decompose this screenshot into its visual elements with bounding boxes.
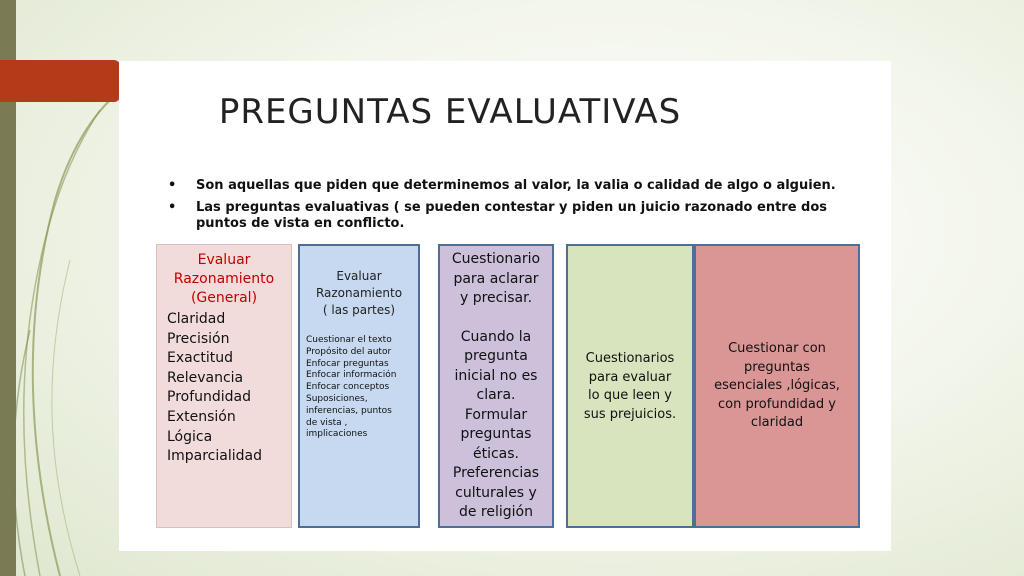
text-line: preguntas — [744, 359, 810, 375]
heading-line: Evaluar — [197, 252, 251, 268]
bullet-text: Son aquellas que piden que determinemos al valor, la valia o calidad de algo o alguien. — [196, 178, 836, 193]
list-item: Propósito del autor — [306, 346, 392, 357]
list-item: Lógica — [167, 428, 213, 445]
list-item: Enfocar conceptos — [306, 382, 390, 393]
text-line: y precisar. — [459, 290, 533, 306]
heading-line: Evaluar — [336, 269, 382, 283]
text-line: Cuando la — [460, 328, 532, 345]
text-line: Preferencias — [452, 465, 540, 481]
column-heading — [163, 251, 285, 308]
text-line: lo que leen y — [588, 388, 672, 403]
list-item: Cuestionar el texto — [306, 335, 392, 345]
list-item: Suposiciones, — [306, 393, 368, 404]
list-item: Enfocar información — [306, 370, 397, 381]
page-title: PREGUNTAS EVALUATIVAS — [218, 92, 682, 132]
column-general — [156, 244, 292, 528]
column-evaluate — [566, 244, 694, 528]
column-clarify — [438, 244, 554, 528]
text-line: culturales y — [455, 484, 537, 501]
bullet-dot-icon: • — [168, 200, 177, 215]
list-item: Enfocar preguntas — [306, 358, 389, 369]
parts-list — [306, 335, 412, 441]
list-item: Imparcialidad — [167, 448, 262, 465]
text-line: con profundidad y — [718, 396, 836, 412]
list-item: inferencias, puntos — [306, 405, 392, 416]
text-line: éticas. — [472, 445, 519, 462]
text-line: Formular — [464, 406, 528, 423]
bullet-item — [168, 178, 858, 194]
text-line: de religión — [458, 504, 533, 520]
heading-line: ( las partes) — [322, 303, 396, 317]
bullet-dot-icon: • — [168, 178, 177, 193]
text-line: Cuestionar con — [728, 341, 826, 356]
list-item: Profundidad — [167, 389, 252, 406]
column-question — [694, 244, 860, 528]
text-line: esenciales ,lógicas, — [714, 378, 840, 393]
list-item: Precisión — [167, 330, 230, 347]
text-line: sus prejuicios. — [583, 406, 677, 422]
list-item: implicaciones — [306, 429, 368, 440]
list-item: Claridad — [167, 311, 226, 327]
text-line: para evaluar — [588, 369, 672, 385]
accent-tab — [0, 60, 120, 102]
bullet-list — [168, 178, 858, 238]
text-line: para aclarar — [453, 270, 539, 287]
list-item: Extensión — [167, 408, 236, 425]
criteria-list — [163, 310, 285, 467]
list-item: de vista , — [306, 417, 348, 428]
list-item: Exactitud — [167, 350, 234, 367]
bullet-text: Las preguntas evaluativas ( se pueden contestar y piden un juicio razonado entre dos puntos de vista en conflicto. — [196, 200, 828, 231]
text-line: preguntas — [460, 426, 532, 442]
list-item: Relevancia — [167, 369, 244, 386]
heading-line: Razonamiento — [173, 271, 275, 287]
column-parts — [298, 244, 420, 528]
column-heading — [306, 268, 412, 319]
text-line: Cuestionario — [451, 251, 541, 267]
heading-line: (General) — [190, 290, 258, 306]
text-line: Cuestionarios — [585, 351, 675, 366]
text-line: inicial no es — [454, 367, 538, 384]
text-line: pregunta — [464, 348, 528, 364]
text-line: claridad — [750, 415, 804, 430]
heading-line: Razonamiento — [315, 286, 403, 300]
bullet-item — [168, 200, 858, 232]
text-line: clara. — [476, 387, 516, 403]
